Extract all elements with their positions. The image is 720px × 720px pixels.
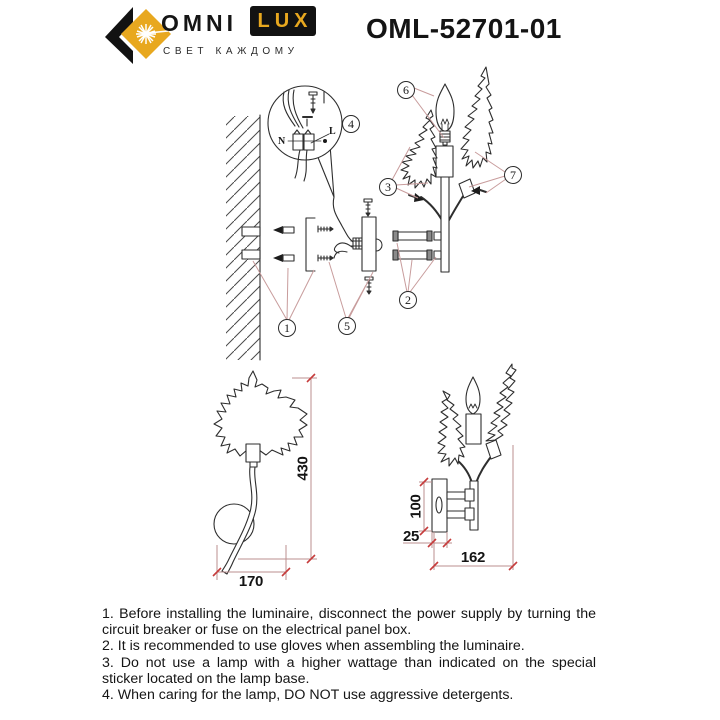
callout-4 [342,115,360,133]
front-height-dimension: 430 [294,456,312,481]
callout-7-label: 7 [510,167,516,182]
brand-lux-label: LUX [257,9,313,32]
callout-6-label: 6 [403,82,409,97]
instruction-item-4: 4. When caring for the lamp, DO NOT use aggressive detergents. [102,687,514,704]
anchor-screws [273,226,294,262]
side-plate-height-dimension: 100 [407,494,425,519]
callout-1 [278,319,296,337]
front-view-drawing [214,371,307,574]
mounting-plate [362,199,382,294]
instruction-item-1: 1. Before installing the luminaire, disconnect the power supply by turning the circuit breaker or fuse on the electrical panel box. [102,606,596,639]
callout-1-label: 1 [284,320,290,335]
instruction-item-2: 2. It is recommended to use gloves when assembling the luminaire. [102,638,525,655]
supply-wire [333,197,364,258]
wall-section [226,115,260,360]
callout-2 [399,291,417,309]
installation-instructions [102,606,596,703]
instruction-item-3: 3. Do not use a lamp with a higher wattage than indicated on the special sticker located on the lamp base. [102,654,596,687]
side-width-dimension: 162 [460,549,486,566]
neutral-wire-label: N [278,136,286,147]
brand-tagline: СВЕТ КАЖДОМУ [163,46,299,57]
live-wire-label: L [329,126,336,137]
callout-3-label: 3 [385,179,391,194]
side-plate-depth-dimension: 25 [402,528,420,545]
brand-name: OMNI [161,10,238,36]
front-width-dimension: 170 [238,573,264,590]
brand-lux-badge [250,6,316,36]
callout-4-label: 4 [348,116,354,131]
callout-2-label: 2 [405,292,411,307]
callout-5 [338,317,356,335]
side-view-drawing [432,364,516,532]
callout-6 [397,81,415,99]
spacer-studs [393,231,432,260]
callout-7 [504,166,522,184]
model-number: OML-52701-01 [366,13,562,44]
callout-3 [379,178,397,196]
callout-5-label: 5 [344,318,350,333]
